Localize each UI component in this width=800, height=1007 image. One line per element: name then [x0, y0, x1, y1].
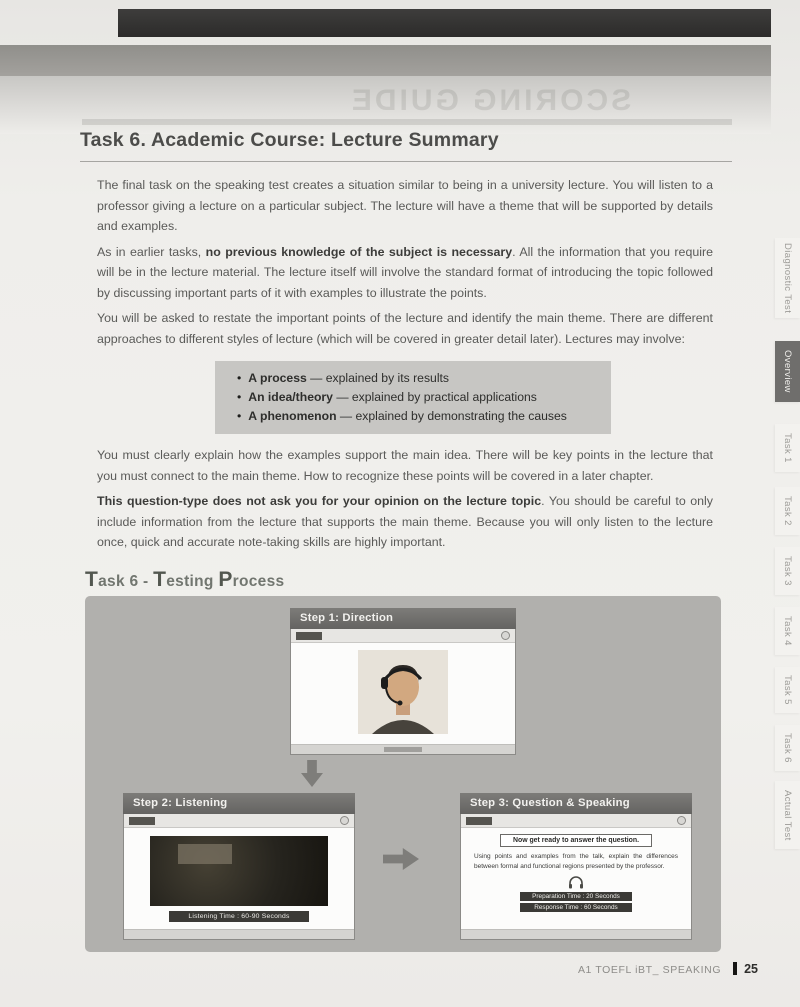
step-1-panel [290, 608, 516, 755]
sidebar-tab-task-5: Task 5 [775, 667, 800, 713]
lecture-type-lead: An idea/theory [248, 390, 333, 404]
bold-emphasis: no previous knowledge of the subject is necessary [205, 244, 513, 259]
heading-capital: T [153, 568, 167, 591]
heading-capital: P [218, 568, 233, 591]
step-3-window [460, 814, 692, 940]
sidebar-tab-task-3: Task 3 [775, 547, 800, 595]
decorative-dot [705, 589, 709, 593]
top-dark-band [118, 9, 771, 37]
heading-text: rocess [232, 573, 285, 590]
paragraph-text: As in earlier tasks, [97, 244, 206, 259]
sidebar-tab-actual-test: Actual Test [775, 781, 800, 849]
clock-icon [677, 816, 686, 825]
question-text: Using points and examples from the talk, explain the differences between formal and functional regions presented by the professor. [474, 853, 678, 871]
bleed-through-rule [82, 119, 732, 125]
step-2-panel [123, 793, 355, 940]
right-arrow-icon [383, 848, 419, 870]
down-arrow-icon [301, 760, 323, 787]
clock-icon [340, 816, 349, 825]
paragraph-text: You must clearly explain how the examples support the main idea. There will be key points in the lecture that you must connect to the main theme. How to recognize these points will be covered in a later chapter. [97, 448, 713, 483]
ets-logo [466, 817, 492, 825]
lecture-hall-photo [150, 836, 328, 906]
sidebar-tab-task-2: Task 2 [775, 487, 800, 535]
step-3-header: Step 3: Question & Speaking [460, 793, 692, 814]
paragraph-text: You will be asked to restate the important points of the lecture and identify the main theme. There are different approaches to different styles of lecture (which will be covered in greater detail later). Lectures may involve: [97, 311, 713, 346]
sidebar-tab-task-1: Task 1 [775, 424, 800, 472]
footer-page-number: 25 [744, 962, 758, 976]
headphones-icon [461, 876, 691, 889]
listening-time-badge: Listening Time : 60-90 Seconds [169, 911, 309, 922]
page-title: Task 6. Academic Course: Lecture Summary [80, 129, 732, 162]
paragraph-text: The final task on the speaking test creates a situation similar to being in a university lecture. You will listen to a professor giving a lecture on a particular subject. The lecture will have a theme that will be supported by details and examples. [97, 178, 713, 233]
step-2-header: Step 2: Listening [123, 793, 355, 814]
professor-headset-illustration [357, 650, 449, 734]
lecture-type-item [237, 369, 601, 388]
lecture-type-rest: — explained by practical applications [332, 390, 537, 404]
paragraph-text: . All the information that you require will be in the lecture material. The lecture itself will involve the standard format of introducing the topic followed by discussing important parts of it with examples to illustrate the points. [97, 244, 713, 300]
sidebar-tab-task-6: Task 6 [775, 725, 800, 771]
paragraph-text: . You should be careful to only include information from the lecture that supports the main theme. Because you will only listen to the lecture once, quick and accurate note-taking skills are highly important. [97, 494, 713, 549]
preparation-time-badge: Preparation Time : 20 Seconds [520, 892, 632, 901]
step-2-window [123, 814, 355, 940]
lecture-type-rest: — explained by demonstrating the causes [336, 409, 567, 423]
lecture-types-box [215, 361, 611, 434]
intro-paragraph [97, 175, 713, 237]
sidebar-tab-overview: Overview [775, 341, 800, 402]
projector-screen [178, 844, 231, 864]
heading-text: esting [166, 573, 219, 590]
ets-logo [296, 632, 322, 640]
window-titlebar [124, 814, 354, 828]
window-titlebar [291, 629, 515, 643]
bleed-through-text: SCORING GUIDE [348, 84, 632, 117]
restate-paragraph [97, 308, 713, 349]
footer-divider-bar [733, 962, 737, 975]
key-points-paragraph [97, 445, 713, 486]
window-button [384, 747, 422, 752]
window-titlebar [461, 814, 691, 828]
body-copy [97, 175, 713, 558]
header-gray-band [0, 45, 771, 76]
heading-text: ask 6 - [98, 573, 154, 590]
step-1-window [290, 629, 516, 755]
professor-photo [291, 650, 515, 734]
opinion-warning-paragraph [97, 491, 713, 553]
ready-prompt-box: Now get ready to answer the question. [500, 834, 652, 847]
lecture-type-item [237, 388, 601, 407]
step-3-panel [460, 793, 692, 940]
heading-capital: T [85, 568, 99, 591]
sidebar-tab-diagnostic-test: Diagnostic Test [775, 238, 800, 318]
window-statusbar [291, 744, 515, 754]
window-statusbar [461, 929, 691, 939]
ets-logo [129, 817, 155, 825]
window-statusbar [124, 929, 354, 939]
lecture-type-item [237, 407, 601, 426]
response-time-badge: Response Time : 60 Seconds [520, 903, 632, 912]
testing-process-diagram [85, 596, 721, 952]
lecture-type-lead: A phenomenon [248, 409, 337, 423]
lecture-type-rest: — explained by its results [306, 371, 450, 385]
step-1-header: Step 1: Direction [290, 608, 516, 629]
prior-knowledge-paragraph [97, 242, 713, 304]
page-footer [0, 960, 758, 978]
footer-book-title: A1 TOEFL iBT_ SPEAKING [577, 964, 722, 976]
testing-process-heading [85, 568, 284, 592]
lecture-type-lead: A process [248, 371, 307, 385]
clock-icon [501, 631, 510, 640]
sidebar-tab-task-4: Task 4 [775, 607, 800, 655]
bold-emphasis: This question-type does not ask you for your opinion on the lecture topic [97, 494, 542, 508]
